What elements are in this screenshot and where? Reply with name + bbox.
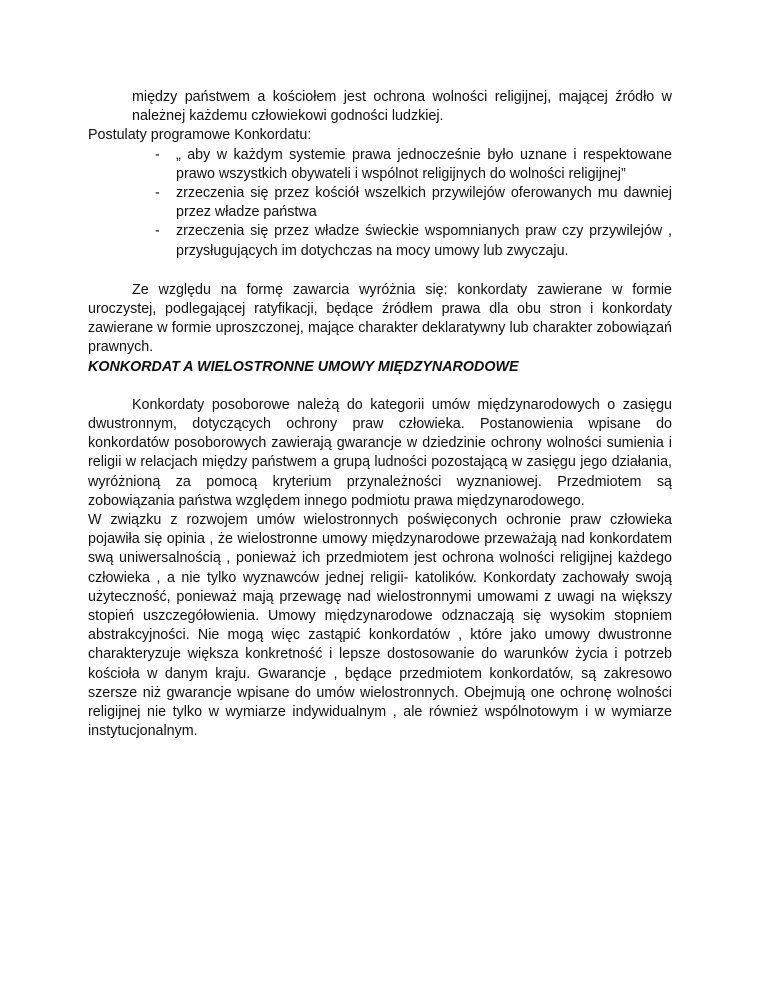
concordat-form-paragraph: Ze względu na formę zawarcia wyróżnia się: konkordaty zawierane w formie uroczystej, podlegającej ratyfikacji, będące źródłem prawa dla obu stron i konkordaty zawierane w formie uproszczonej, mające charakter deklaratywny lub charakter zobowiązań prawnych. (88, 281, 672, 356)
bullet-dash: - (155, 185, 160, 202)
bullet-dash: - (155, 146, 160, 163)
section-heading: KONKORDAT A WIELOSTRONNE UMOWY MIĘDZYNARODOWE (88, 358, 519, 375)
intro-continuation-paragraph: między państwem a kościołem jest ochrona wolności religijnej, mającej źródło w należnej każdemu człowiekowi godności ludzkiej. (132, 89, 672, 125)
postulate-item (88, 222, 672, 260)
multilateral-agreements-paragraph: W związku z rozwojem umów wielostronnych poświęconych ochronie praw człowieka pojawiła się opinia , że wielostronne umowy międzynarodowe przeważają nad konkordatem swą uniwersalnością , ponieważ ich przedmiotem jest ochrona wolności religijnej każdego człowieka , a nie tylko wyznawców jednej religii- katolików. Konkordaty zachowały swoją użyteczność, ponieważ mają przewagę nad wielostronnymi umowami z uwagi na większy stopień uszczegółowienia. Umowy międzynarodowe odznaczają się wysokim stopniem abstrakcyjności. Nie mogą więc zastąpić konkordatów , które jako umowy dwustronne charakteryzuje większa konkretność i lepsze dostosowanie do warunków życia i potrzeb kościoła w danym kraju. Gwarancje , będące przedmiotem konkordatów, są zakresowo szersze niż gwarancje wpisane do umów wielostronnych. Obejmują one ochronę wolności religijnej nie tylko w wymiarze indywidualnym , ale również wspólnotowym i w wymiarze instytucjonalnym. (88, 512, 672, 740)
postulate-text: zrzeczenia się przez władze świeckie wspomnianych praw czy przywilejów , przysługujących im dotychczas na mocy umowy lub zwyczaju. (176, 223, 672, 259)
postulate-item (88, 146, 672, 184)
document-page (88, 88, 672, 742)
spacer (88, 261, 672, 281)
bullet-dash: - (155, 223, 160, 240)
postulate-text: zrzeczenia się przez kościół wszelkich przywilejów oferowanych mu dawniej przez władze państwa (176, 185, 672, 221)
spacer (88, 377, 672, 396)
postulates-list (88, 146, 672, 261)
postconciliar-concordats-paragraph: Konkordaty posoborowe należą do kategorii umów międzynarodowych o zasięgu dwustronnym, dotyczących ochrony praw człowieka. Postanowienia wpisane do konkordatów posoborowych zawierają gwarancje w dziedzinie ochrony wolności sumienia i religii w relacjach między państwem a grupą ludności pozostającą w zasięgu jego działania, wyróżnioną za pomocą kryterium przynależności wyznaniowej. Przedmiotem są zobowiązania państwa względem innego podmiotu prawa międzynarodowego. (88, 396, 672, 509)
postulates-heading: Postulaty programowe Konkordatu: (88, 127, 312, 144)
postulate-item (88, 184, 672, 222)
postulate-text: „ aby w każdym systemie prawa jednocześnie było uznane i respektowane prawo wszystkich obywateli i wspólnot religijnych do wolności religijnej” (176, 146, 672, 182)
